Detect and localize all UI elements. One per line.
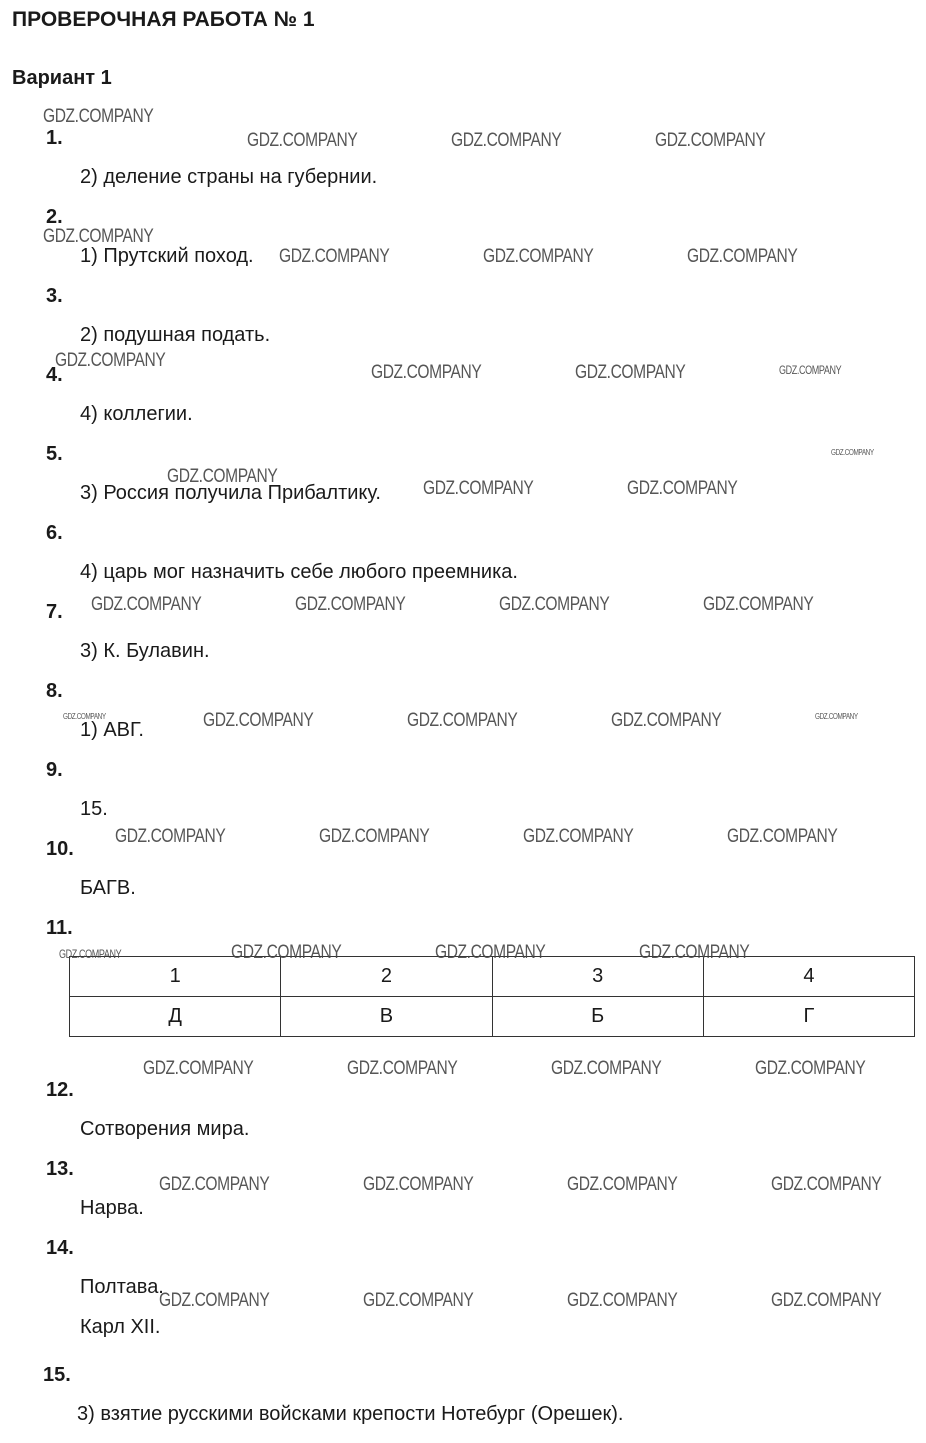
question-number: 10. xyxy=(46,838,74,860)
watermark-text: GDZ.COMPANY xyxy=(371,362,482,383)
watermark-text: GDZ.COMPANY xyxy=(43,226,154,247)
watermark-text: GDZ.COMPANY xyxy=(115,826,226,847)
table-cell: В xyxy=(281,997,492,1037)
question-answer: 15. xyxy=(80,798,108,820)
question-answer: 4) коллегии. xyxy=(80,403,193,425)
question-number: 9. xyxy=(46,759,63,781)
watermark-text: GDZ.COMPANY xyxy=(687,246,798,267)
question-answer: БАГВ. xyxy=(80,877,136,899)
watermark-text: GDZ.COMPANY xyxy=(231,942,342,963)
question-answer: 4) царь мог назначить себе любого преемника. xyxy=(80,561,518,583)
watermark-text: GDZ.COMPANY xyxy=(755,1058,866,1079)
question-answer: Сотворения мира. xyxy=(80,1118,250,1140)
watermark-text: GDZ.COMPANY xyxy=(363,1290,474,1311)
question-answer: 3) взятие русскими войсками крепости Нотебург (Орешек). xyxy=(77,1403,624,1425)
question-number: 4. xyxy=(46,364,63,386)
watermark-text: GDZ.COMPANY xyxy=(143,1058,254,1079)
watermark-text: GDZ.COMPANY xyxy=(435,942,546,963)
table-cell: Д xyxy=(70,997,281,1037)
watermark-text: GDZ.COMPANY xyxy=(247,130,358,151)
watermark-text: GDZ.COMPANY xyxy=(627,478,738,499)
watermark-text: GDZ.COMPANY xyxy=(91,594,202,615)
question-answer: 2) деление страны на губернии. xyxy=(80,166,378,188)
question-number: 12. xyxy=(46,1079,74,1101)
question-answer: 1) АВГ. xyxy=(80,719,144,741)
watermark-text: GDZ.COMPANY xyxy=(727,826,838,847)
watermark-text: GDZ.COMPANY xyxy=(703,594,814,615)
question-number: 8. xyxy=(46,680,63,702)
question-number: 1. xyxy=(46,127,63,149)
watermark-text: GDZ.COMPANY xyxy=(639,942,750,963)
watermark-text: GDZ.COMPANY xyxy=(575,362,686,383)
question-answer: 2) подушная подать. xyxy=(80,324,271,346)
watermark-text: GDZ.COMPANY xyxy=(423,478,534,499)
watermark-text: GDZ.COMPANY xyxy=(59,947,122,961)
watermark-text: GDZ.COMPANY xyxy=(159,1174,270,1195)
watermark-text: GDZ.COMPANY xyxy=(567,1290,678,1311)
watermark-text: GDZ.COMPANY xyxy=(523,826,634,847)
page-title: ПРОВЕРОЧНАЯ РАБОТА № 1 xyxy=(12,8,315,31)
question-number: 14. xyxy=(46,1237,74,1259)
watermark-text: GDZ.COMPANY xyxy=(407,710,518,731)
matching-table xyxy=(69,956,915,1037)
watermark-text: GDZ.COMPANY xyxy=(279,246,390,267)
question-number: 7. xyxy=(46,601,63,623)
watermark-text: GDZ.COMPANY xyxy=(831,448,874,457)
question-number: 13. xyxy=(46,1158,74,1180)
watermark-text: GDZ.COMPANY xyxy=(815,712,858,721)
table-cell: Г xyxy=(703,997,914,1037)
table-cell: 1 xyxy=(70,957,281,997)
question-answer: 1) Прутский поход. xyxy=(80,245,254,267)
watermark-text: GDZ.COMPANY xyxy=(499,594,610,615)
watermark-text: GDZ.COMPANY xyxy=(363,1174,474,1195)
question-answer: Нарва. xyxy=(80,1197,144,1219)
question-number: 6. xyxy=(46,522,63,544)
question-number: 15. xyxy=(43,1364,71,1386)
watermark-text: GDZ.COMPANY xyxy=(779,363,842,377)
watermark-text: GDZ.COMPANY xyxy=(159,1290,270,1311)
watermark-text: GDZ.COMPANY xyxy=(55,350,166,371)
watermark-text: GDZ.COMPANY xyxy=(771,1174,882,1195)
watermark-text: GDZ.COMPANY xyxy=(347,1058,458,1079)
watermark-text: GDZ.COMPANY xyxy=(167,466,278,487)
question-answer-line2: Карл XII. xyxy=(80,1316,161,1338)
watermark-text: GDZ.COMPANY xyxy=(43,106,154,127)
table-cell: Б xyxy=(492,997,703,1037)
table-cell: 4 xyxy=(703,957,914,997)
question-number: 11. xyxy=(46,917,73,939)
watermark-text: GDZ.COMPANY xyxy=(319,826,430,847)
question-number: 5. xyxy=(46,443,63,465)
table-cell: 2 xyxy=(281,957,492,997)
question-number: 2. xyxy=(46,206,63,228)
watermark-text: GDZ.COMPANY xyxy=(451,130,562,151)
watermark-text: GDZ.COMPANY xyxy=(567,1174,678,1195)
watermark-text: GDZ.COMPANY xyxy=(611,710,722,731)
table-row xyxy=(70,997,915,1037)
table-cell: 3 xyxy=(492,957,703,997)
watermark-text: GDZ.COMPANY xyxy=(203,710,314,731)
watermark-text: GDZ.COMPANY xyxy=(295,594,406,615)
variant-heading: Вариант 1 xyxy=(12,67,112,89)
watermark-text: GDZ.COMPANY xyxy=(483,246,594,267)
question-answer: 3) Россия получила Прибалтику. xyxy=(80,482,381,504)
watermark-text: GDZ.COMPANY xyxy=(63,712,106,721)
question-answer: Полтава. xyxy=(80,1276,164,1298)
watermark-text: GDZ.COMPANY xyxy=(551,1058,662,1079)
watermark-text: GDZ.COMPANY xyxy=(655,130,766,151)
question-number: 3. xyxy=(46,285,63,307)
watermark-text: GDZ.COMPANY xyxy=(771,1290,882,1311)
question-answer: 3) К. Булавин. xyxy=(80,640,210,662)
